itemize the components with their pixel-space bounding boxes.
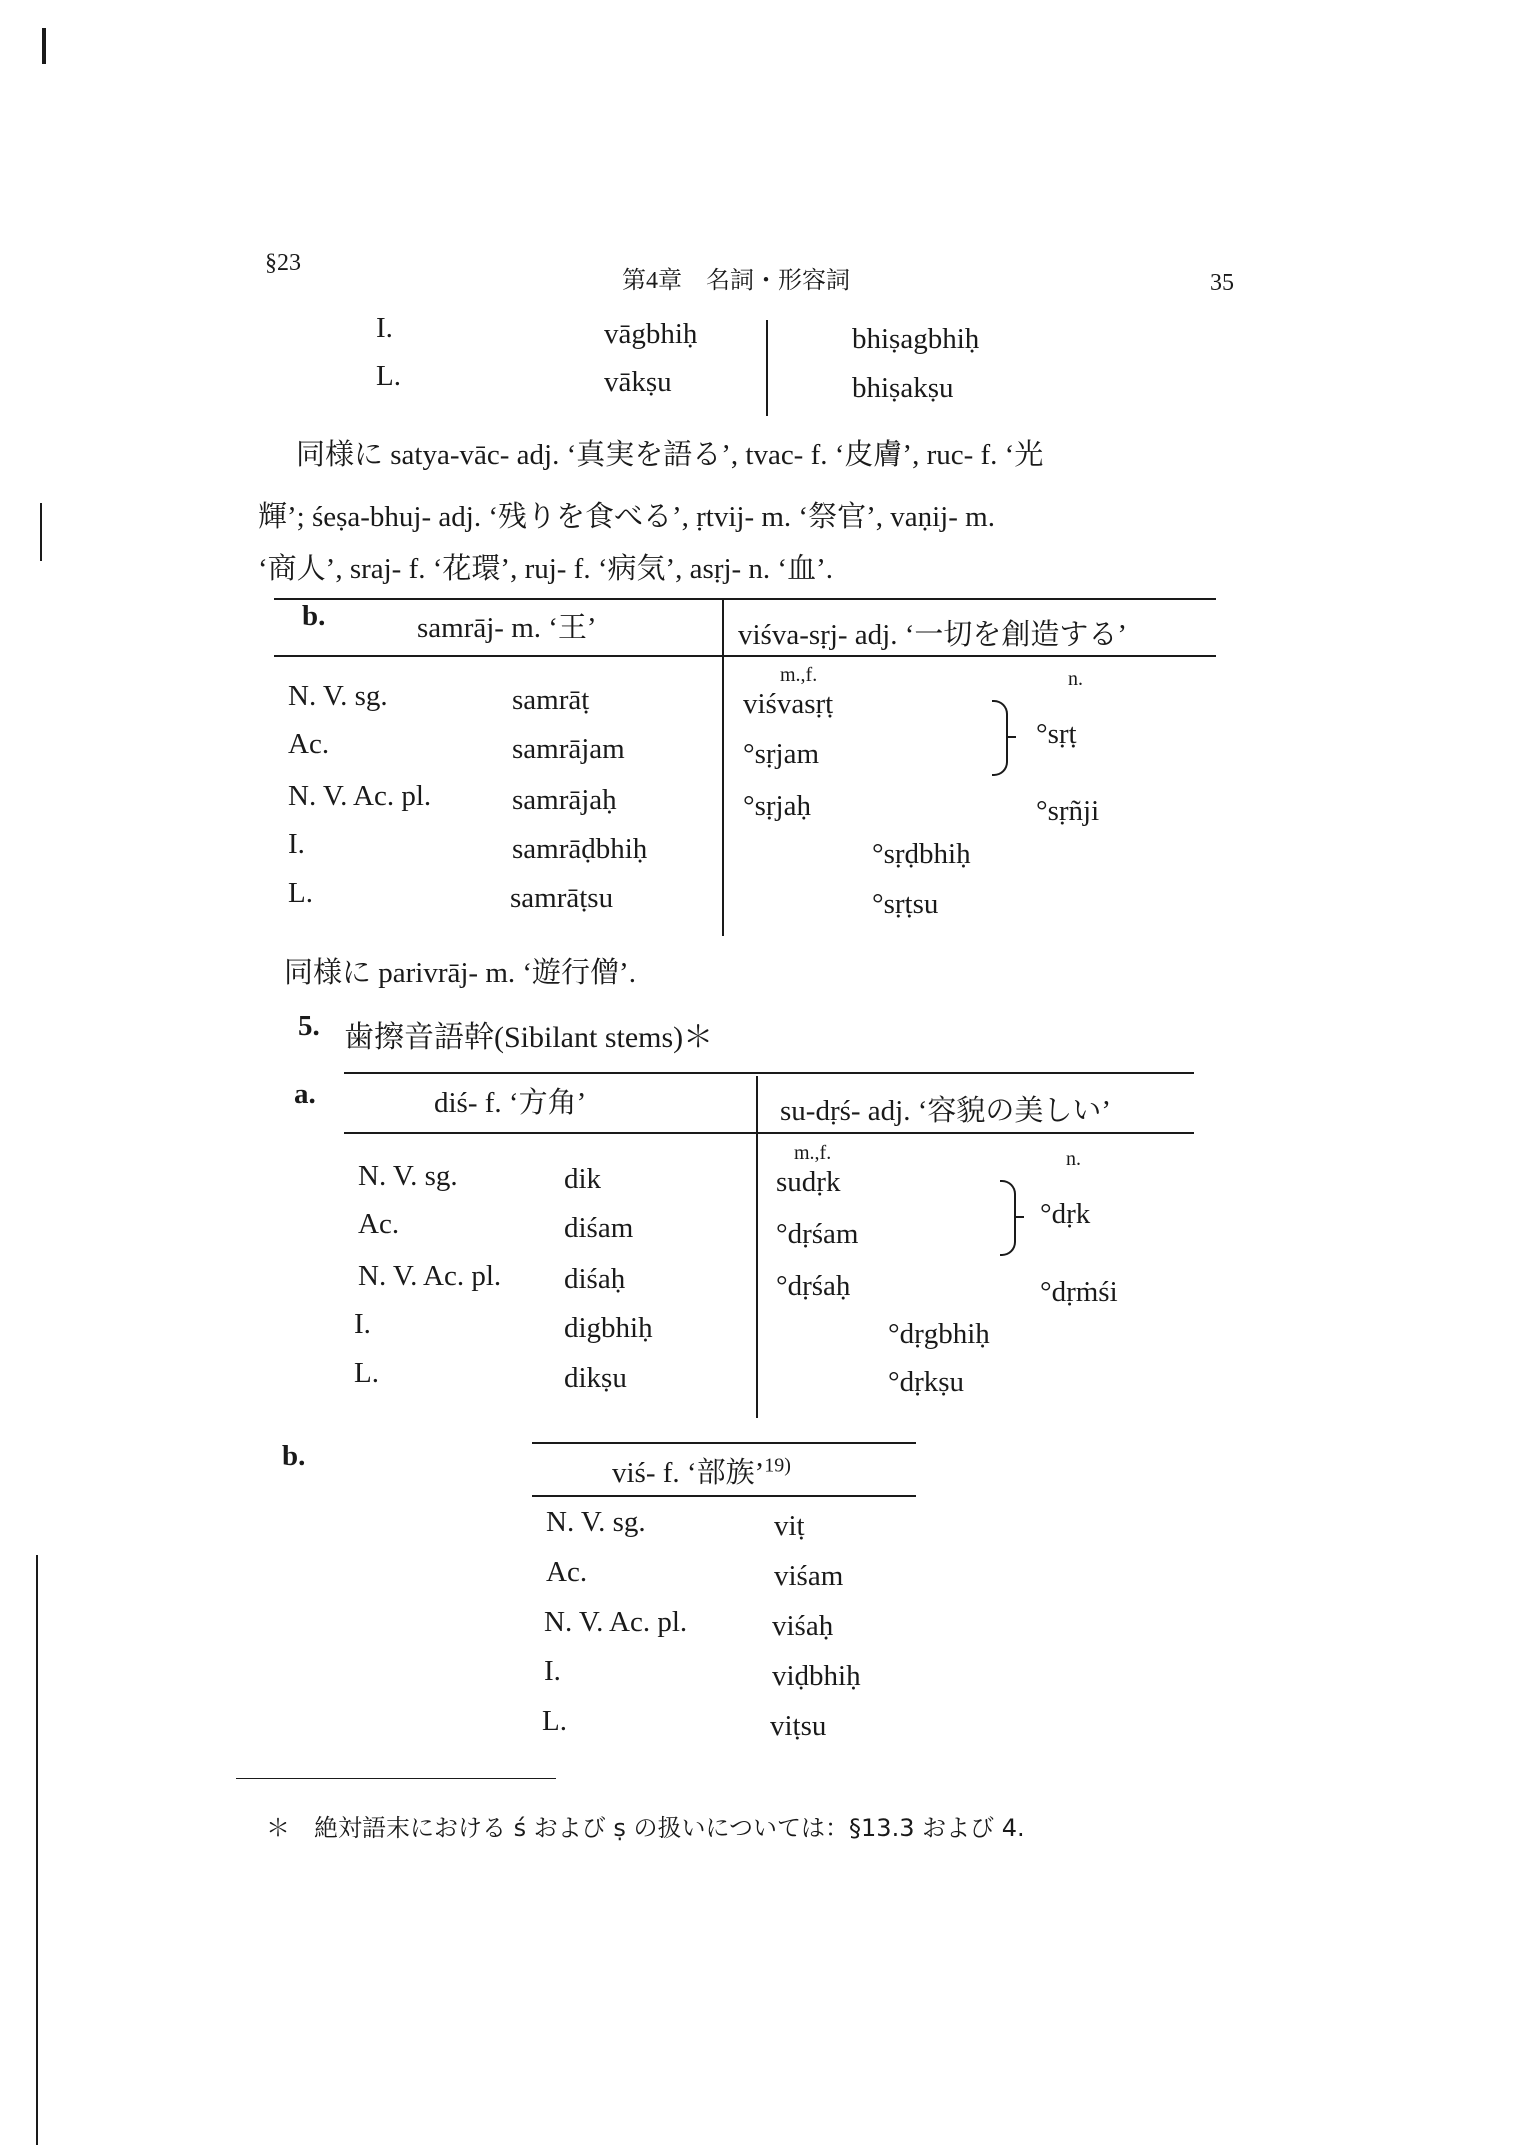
case-label: I. [288,828,305,860]
footnote-text: 絶対語末における ś および ṣ の扱いについては：§13.3 および 4. [314,1814,1025,1842]
section-number: §23 [265,250,301,276]
table-header [612,1450,791,1491]
table-header-left: samrāj- m. ‘王’ [417,612,597,644]
form-cell: sudṛk [776,1166,841,1198]
footnote-reference: 19) [764,1454,791,1477]
shared-form: °dṛkṣu [888,1366,965,1398]
table-header-text: viś- f. ‘部族’ [612,1457,765,1489]
case-label: L. [376,360,401,392]
form-cell: °dṛṁśi [1040,1276,1118,1308]
brace-value: °sṛṭ [1036,718,1077,750]
shared-form: °sṛḍbhiḥ [872,838,971,870]
case-label: N. V. Ac. pl. [358,1260,502,1292]
form-cell: °sṛjaḥ [743,790,811,822]
form-cell: digbhiḥ [564,1312,653,1344]
brace [992,700,1008,776]
case-label: N. V. sg. [358,1160,458,1192]
brace [1000,1180,1016,1256]
case-label: L. [288,877,313,909]
paragraph-line: ‘商人’, sraj- f. ‘花環’, ruj- f. ‘病気’, asṛj- n. ‘血’. [258,553,834,585]
form-cell: °dṛśaḥ [776,1270,851,1302]
table-label: a. [294,1078,316,1110]
table-rule-header [344,1132,1194,1134]
margin-mark-bottom [36,1555,38,2145]
table-header-right: viśva-sṛj- adj. ‘一切を創造する’ [738,619,1128,651]
case-label: Ac. [546,1556,588,1588]
chapter-title: 第4章 名詞・形容詞 [622,268,850,294]
table-rule-header [274,655,1216,657]
case-label: I. [376,312,393,344]
form-cell: vāgbhiḥ [604,318,698,350]
form-cell: viśam [774,1560,844,1592]
form-cell: °sṛjam [743,738,820,770]
case-label: L. [542,1705,567,1737]
table-label: b. [282,1440,306,1472]
table-header-right: su-dṛś- adj. ‘容貌の美しい’ [780,1095,1112,1127]
gender-label-mf: m.,f. [794,1142,832,1164]
shared-form: °sṛṭsu [872,888,939,920]
brace-value: °dṛk [1040,1198,1091,1230]
form-cell: bhiṣagbhiḥ [852,323,980,355]
table-rule-top [532,1442,916,1444]
case-label: N. V. sg. [546,1506,646,1538]
footnote-rule [236,1778,556,1779]
case-label: Ac. [288,728,330,760]
table-rule-top [274,598,1216,600]
footnote-marker: ＊ [266,1814,290,1842]
gender-label-n: n. [1068,668,1083,690]
form-cell: vākṣu [604,366,672,398]
form-cell: viśaḥ [772,1610,834,1642]
form-cell: diśam [564,1212,634,1244]
margin-mark-top [42,28,46,64]
column-divider [756,1076,758,1418]
paragraph-line: 同様に parivrāj- m. ‘遊行僧’. [284,957,636,989]
form-cell: °dṛśam [776,1218,859,1250]
section-heading-title: 歯擦音語幹(Sibilant stems)＊ [344,1021,714,1054]
case-label: Ac. [358,1208,400,1240]
form-cell: samrājam [512,733,625,765]
column-divider [766,320,768,416]
shared-form: °dṛgbhiḥ [888,1318,990,1350]
form-cell: viṭsu [770,1710,827,1742]
column-divider [722,600,724,936]
form-cell: bhiṣakṣu [852,372,954,404]
gender-label-n: n. [1066,1148,1081,1170]
form-cell: diśaḥ [564,1263,626,1295]
margin-mark-middle [40,503,42,561]
form-cell: samrāḍbhiḥ [512,833,648,865]
table-rule-header [532,1495,916,1497]
case-label: N. V. sg. [288,680,388,712]
case-label: N. V. Ac. pl. [288,780,432,812]
table-rule-top [344,1072,1194,1074]
page-number: 35 [1210,270,1234,296]
paragraph-line: 輝’; śeṣa-bhuj- adj. ‘残りを食べる’, ṛtvij- m. ‘祭官’, vaṇij- m. [258,501,995,533]
gender-label-mf: m.,f. [780,664,818,686]
form-cell: dik [564,1163,602,1195]
case-label: I. [544,1655,561,1687]
table-header-left: diś- f. ‘方角’ [434,1087,587,1119]
form-cell: viḍbhiḥ [772,1660,861,1692]
case-label: I. [354,1308,371,1340]
form-cell: viśvasṛṭ [743,688,834,720]
form-cell: °sṛñji [1036,795,1100,827]
paragraph-line: 同様に satya-vāc- adj. ‘真実を語る’, tvac- f. ‘皮膚’, ruc- f. ‘光 [296,439,1044,471]
table-label: b. [302,600,326,632]
form-cell: samrāṭ [512,684,590,716]
section-heading-number: 5. [298,1010,320,1042]
form-cell: viṭ [774,1510,805,1542]
case-label: L. [354,1357,379,1389]
form-cell: dikṣu [564,1362,627,1394]
form-cell: samrājaḥ [512,784,617,816]
form-cell: samrāṭsu [510,882,614,914]
case-label: N. V. Ac. pl. [544,1606,688,1638]
